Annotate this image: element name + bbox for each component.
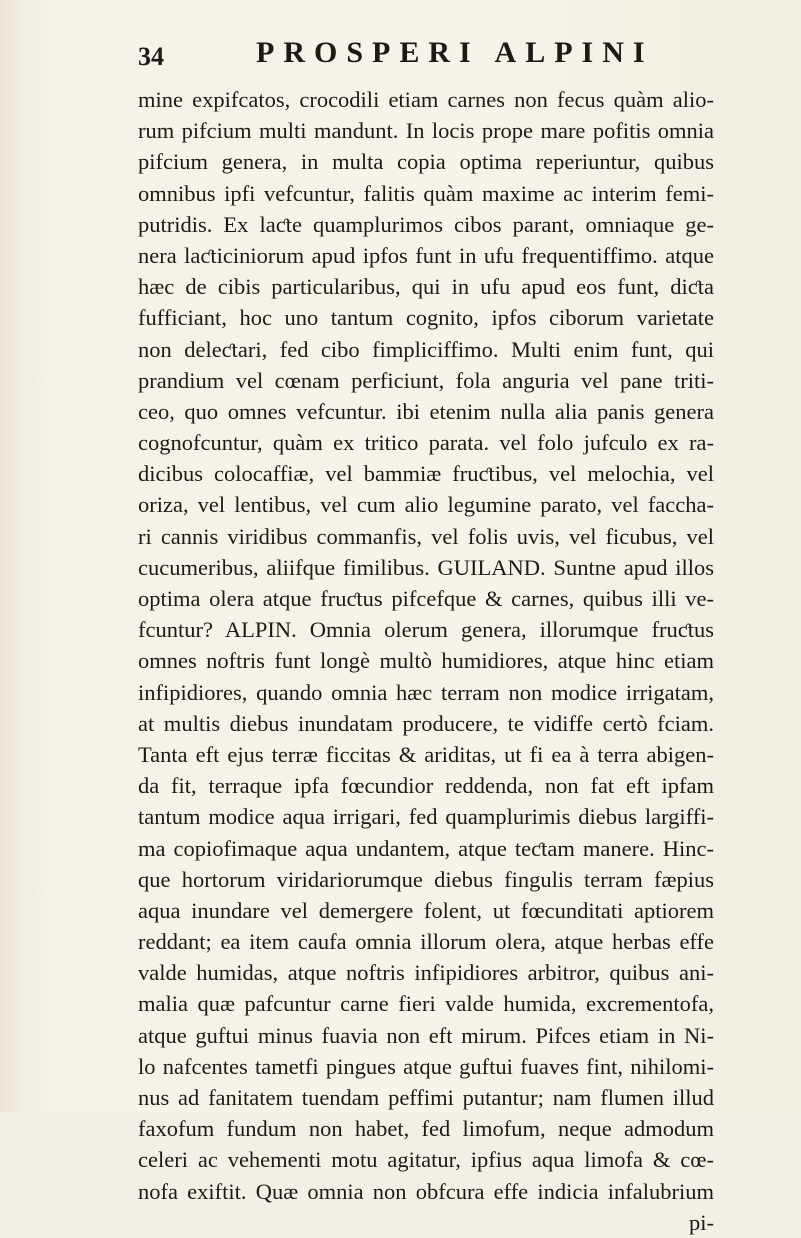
text-line: atque guftui minus fuavia non eft mirum. Pifces etiam in Ni-: [138, 1022, 714, 1048]
text-line: oriza, vel lentibus, vel cum alio legumine parato, vel faccha-: [138, 492, 714, 518]
text-line: mine expifcatos, crocodili etiam carnes non fecus quàm alio-: [138, 87, 714, 112]
text-line: nofa exiftit. Quæ omnia non obfcura effe indicia infalubrium: [138, 1178, 714, 1204]
text-line: tantum modice aqua irrigari, fed quamplurimis diebus largiffi-: [138, 804, 714, 830]
text-line: faxofum fundum non habet, fed limofum, neque admodum: [138, 1116, 714, 1142]
text-line: celeri ac vehementi motu agitatur, ipfius aqua limofa & cœ-: [138, 1147, 714, 1173]
text-line: non deleƈtari, fed cibo fimpliciffimo. Multi enim funt, qui: [138, 336, 714, 362]
text-line: reddant; ea item caufa omnia illorum olera, atque herbas effe: [138, 929, 714, 955]
text-line: cognofcuntur, quàm ex tritico parata. vel folo jufculo ex ra-: [138, 430, 714, 456]
text-line: fufficiant, hoc uno tantum cognito, ipfos ciborum varietate: [138, 305, 714, 331]
body-text: [138, 84, 714, 1238]
text-line: que hortorum viridariorumque diebus fingulis terram fæpius: [138, 866, 714, 892]
text-line: nera laƈticiniorum apud ipfos funt in ufu frequentiffimo. atque: [138, 242, 714, 268]
text-line: omnes noftris funt longè multò humidiores, atque hinc etiam: [138, 648, 714, 674]
text-line: ma copiofimaque aqua undantem, atque teƈtam manere. Hinc-: [138, 835, 714, 861]
text-line: da fit, terraque ipfa fœcundior reddenda, non fat eft ipfam: [138, 773, 714, 799]
text-line: malia quæ pafcuntur carne fieri valde humida, excrementofa,: [138, 991, 714, 1017]
text-line: lo nafcentes tametfi pingues atque guftui fuaves fint, nihilomi-: [138, 1053, 714, 1079]
text-line: ceo, quo omnes vefcuntur. ibi etenim nulla alia panis genera: [138, 398, 714, 424]
text-line: optima olera atque fruƈtus pifcefque & carnes, quibus illi ve-: [138, 586, 714, 611]
text-line: fcuntur? ALPIN. Omnia olerum genera, illorumque fruƈtus: [138, 617, 714, 643]
catchword: pi-: [689, 1209, 714, 1235]
text-line: Tanta eft ejus terræ ficcitas & ariditas, ut fi ea à terra abigen-: [138, 741, 714, 767]
text-line: at multis diebus inundatam producere, te vidiffe certò fciam.: [138, 710, 714, 736]
text-line: ri cannis viridibus commanfis, vel folis uvis, vel ficubus, vel: [138, 523, 714, 549]
text-line: putridis. Ex laƈte quamplurimos cibos parant, omniaque ge-: [138, 211, 714, 237]
text-line: omnibus ipfi vefcuntur, falitis quàm maxime ac interim femi-: [138, 180, 714, 206]
text-line: infipidiores, quando omnia hæc terram non modice irrigatam,: [138, 679, 714, 705]
page-header: [138, 36, 698, 76]
text-line: aqua inundare vel demergere folent, ut fœcunditati aptiorem: [138, 897, 714, 923]
page-number: 34: [138, 42, 164, 71]
text-line: valde humidas, atque noftris infipidiores arbitror, quibus ani-: [138, 960, 714, 986]
text-line: prandium vel cœnam perficiunt, fola anguria vel pane triti-: [138, 367, 714, 393]
text-line: hæc de cibis particularibus, qui in ufu apud eos funt, diƈta: [138, 274, 714, 300]
text-line: dicibus colocaffiæ, vel bammiæ fruƈtibus, vel melochia, vel: [138, 461, 714, 487]
text-line: pifcium genera, in multa copia optima reperiuntur, quibus: [138, 149, 714, 175]
text-line: nus ad fanitatem tuendam peffimi putantur; nam flumen illud: [138, 1085, 714, 1110]
running-title: PROSPERI ALPINI: [256, 36, 654, 69]
text-line: rum pifcium multi mandunt. In locis prope mare pofitis omnia: [138, 118, 714, 144]
text-line: cucumeribus, aliifque fimilibus. GUILAND. Suntne apud illos: [138, 554, 714, 580]
